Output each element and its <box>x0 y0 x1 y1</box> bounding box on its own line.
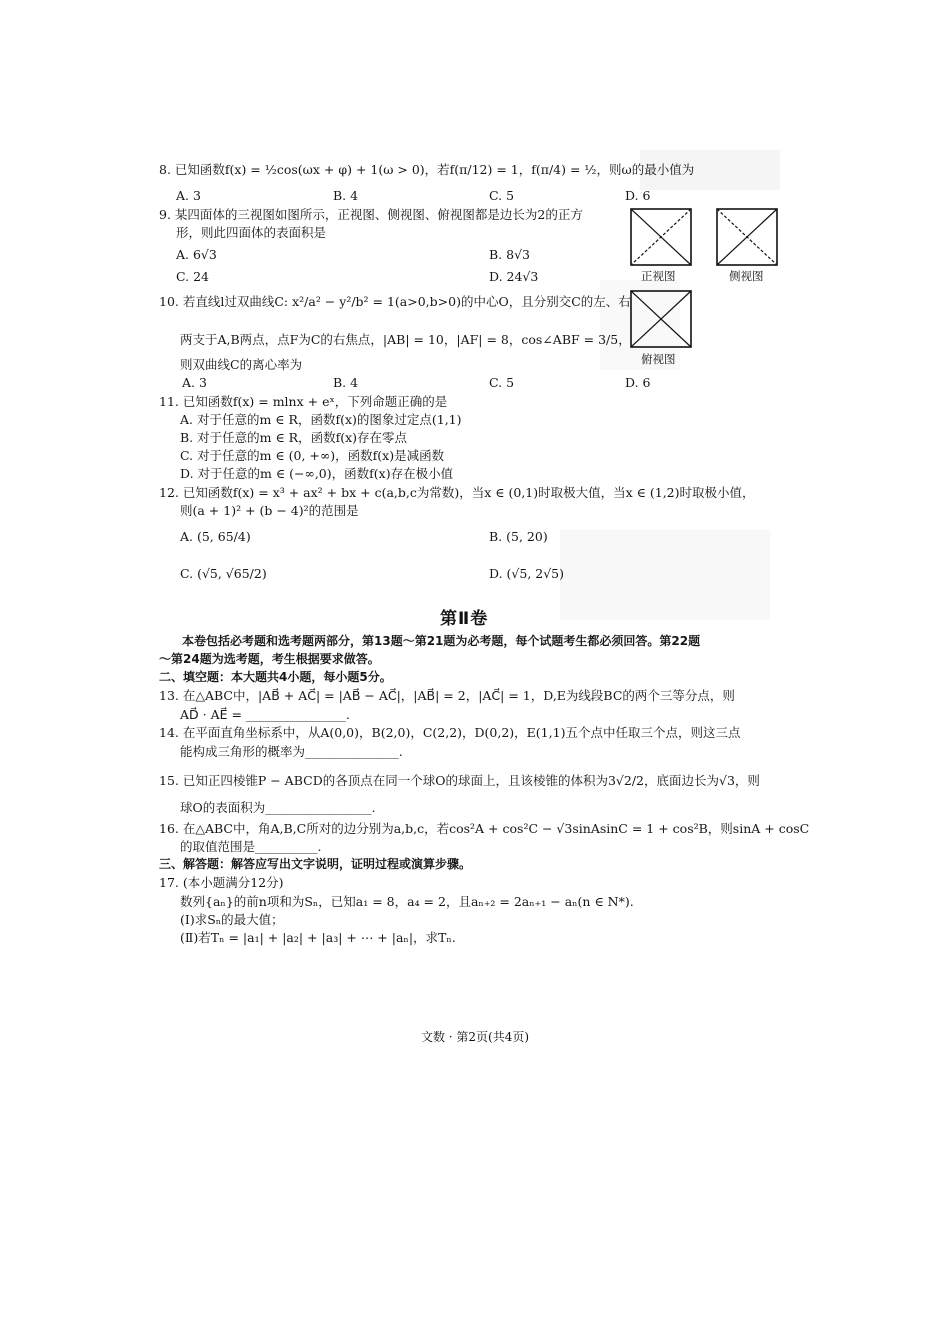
front-view-figure <box>630 208 692 266</box>
q13-stem-line1: 13. 在△ABC中，|AB⃗ + AC⃗| = |AB⃗ − AC⃗|，|AB⃗| = 2，|AC⃗| = 1，D,E为线段BC的两个三等分点，则 <box>159 688 735 703</box>
top-view-figure <box>630 290 692 348</box>
part2-intro-line2: ～第24题为选考题，考生根据要求做答。 <box>159 652 380 666</box>
q9-option-b: B. 8√3 <box>489 247 531 262</box>
q10-stem-line1: 10. 若直线l过双曲线C: x²/a² − y²/b² = 1(a>0,b>0)的中心O，且分别交C的左、右 <box>159 294 631 309</box>
front-view-label: 正视图 <box>641 269 676 283</box>
q10-stem-line2: 两支于A,B两点，点F为C的右焦点，|AB| = 10，|AF| = 8，cos∠ABF = 3/5， <box>180 332 631 347</box>
q9-option-c: C. 24 <box>176 269 209 284</box>
q17-part1: (Ⅰ)求Sₙ的最大值； <box>180 912 284 927</box>
scan-noise <box>560 530 770 620</box>
q15-stem-line1: 15. 已知正四棱锥P − ABCD的各顶点在同一个球O的球面上，且该棱锥的体积为3√2/2，底面边长为√3，则 <box>159 773 760 788</box>
q15-stem-line2: 球O的表面积为_________________. <box>180 800 376 815</box>
q16-stem-line1: 16. 在△ABC中，角A,B,C所对的边分别为a,b,c，若cos²A + cos²C − √3sinAsinC = 1 + cos²B，则sinA + cosC <box>159 821 810 836</box>
q9-option-a: A. 6√3 <box>176 247 217 262</box>
q12-option-a: A. (5, 65/4) <box>180 529 251 544</box>
answer-section-header: 三、解答题：解答应写出文字说明，证明过程或演算步骤。 <box>159 857 472 871</box>
q10-stem-line3: 则双曲线C的离心率为 <box>180 357 303 372</box>
q10-option-c: C. 5 <box>489 375 515 390</box>
q12-stem-line2: 则(a + 1)² + (b − 4)²的范围是 <box>180 503 359 518</box>
q16-stem-line2: 的取值范围是__________. <box>180 839 322 854</box>
top-view-label: 俯视图 <box>641 352 676 366</box>
fill-blank-header: 二、填空题：本大题共4小题，每小题5分。 <box>159 670 392 684</box>
q12-option-d: D. (√5, 2√5) <box>489 566 565 581</box>
q14-stem-line1: 14. 在平面直角坐标系中，从A(0,0)，B(2,0)，C(2,2)，D(0,2)，E(1,1)五个点中任取三个点，则这三点 <box>159 725 741 740</box>
q10-option-b: B. 4 <box>333 375 359 390</box>
q10-option-d: D. 6 <box>625 375 651 390</box>
q17-stem: 数列{aₙ}的前n项和为Sₙ，已知a₁ = 8，a₄ = 2，且aₙ₊₂ = 2aₙ₊₁ − aₙ(n ∈ N*). <box>180 894 634 909</box>
part2-title: 第Ⅱ卷 <box>440 609 489 629</box>
q13-stem-line2: AD⃗ · AE⃗ = ________________. <box>180 707 350 722</box>
part2-intro-line1: 本卷包括必考题和选考题两部分，第13题～第21题为必考题，每个试题考生都必须回答。第22题 <box>182 634 701 648</box>
page-footer: 文数 · 第2页(共4页) <box>420 1030 530 1044</box>
q8-option-d: D. 6 <box>625 188 651 203</box>
q9-stem-line2: 形，则此四面体的表面积是 <box>176 225 327 240</box>
side-view-label: 侧视图 <box>729 269 764 283</box>
q12-option-c: C. (√5, √65/2) <box>180 566 267 581</box>
q9-stem-line1: 9. 某四面体的三视图如图所示，正视图、侧视图、俯视图都是边长为2的正方 <box>159 207 583 222</box>
side-view-figure <box>716 208 778 266</box>
q17-part2: (Ⅱ)若Tₙ = |a₁| + |a₂| + |a₃| + ⋯ + |aₙ|，求Tₙ. <box>180 930 456 945</box>
q14-stem-line2: 能构成三角形的概率为_______________. <box>180 744 403 759</box>
q12-stem-line1: 12. 已知函数f(x) = x³ + ax² + bx + c(a,b,c为常数)，当x ∈ (0,1)时取极大值，当x ∈ (1,2)时取极小值， <box>159 485 755 500</box>
q11-option-a: A. 对于任意的m ∈ R，函数f(x)的图象过定点(1,1) <box>180 412 462 427</box>
q17-title: 17. (本小题满分12分) <box>159 875 284 890</box>
q11-option-b: B. 对于任意的m ∈ R，函数f(x)存在零点 <box>180 430 408 445</box>
q11-stem: 11. 已知函数f(x) = mlnx + eˣ，下列命题正确的是 <box>159 394 448 409</box>
q11-option-c: C. 对于任意的m ∈ (0, +∞)，函数f(x)是减函数 <box>180 448 445 463</box>
q10-option-a: A. 3 <box>182 375 207 390</box>
q8-option-c: C. 5 <box>489 188 515 203</box>
q12-option-b: B. (5, 20) <box>489 529 548 544</box>
q9-option-d: D. 24√3 <box>489 269 539 284</box>
q8-stem: 8. 已知函数f(x) = ½cos(ωx + φ) + 1(ω > 0)，若f(π/12) = 1，f(π/4) = ½，则ω的最小值为 <box>159 162 695 177</box>
q8-option-b: B. 4 <box>333 188 359 203</box>
q8-option-a: A. 3 <box>176 188 201 203</box>
q11-option-d: D. 对于任意的m ∈ (−∞,0)，函数f(x)存在极小值 <box>180 466 454 481</box>
